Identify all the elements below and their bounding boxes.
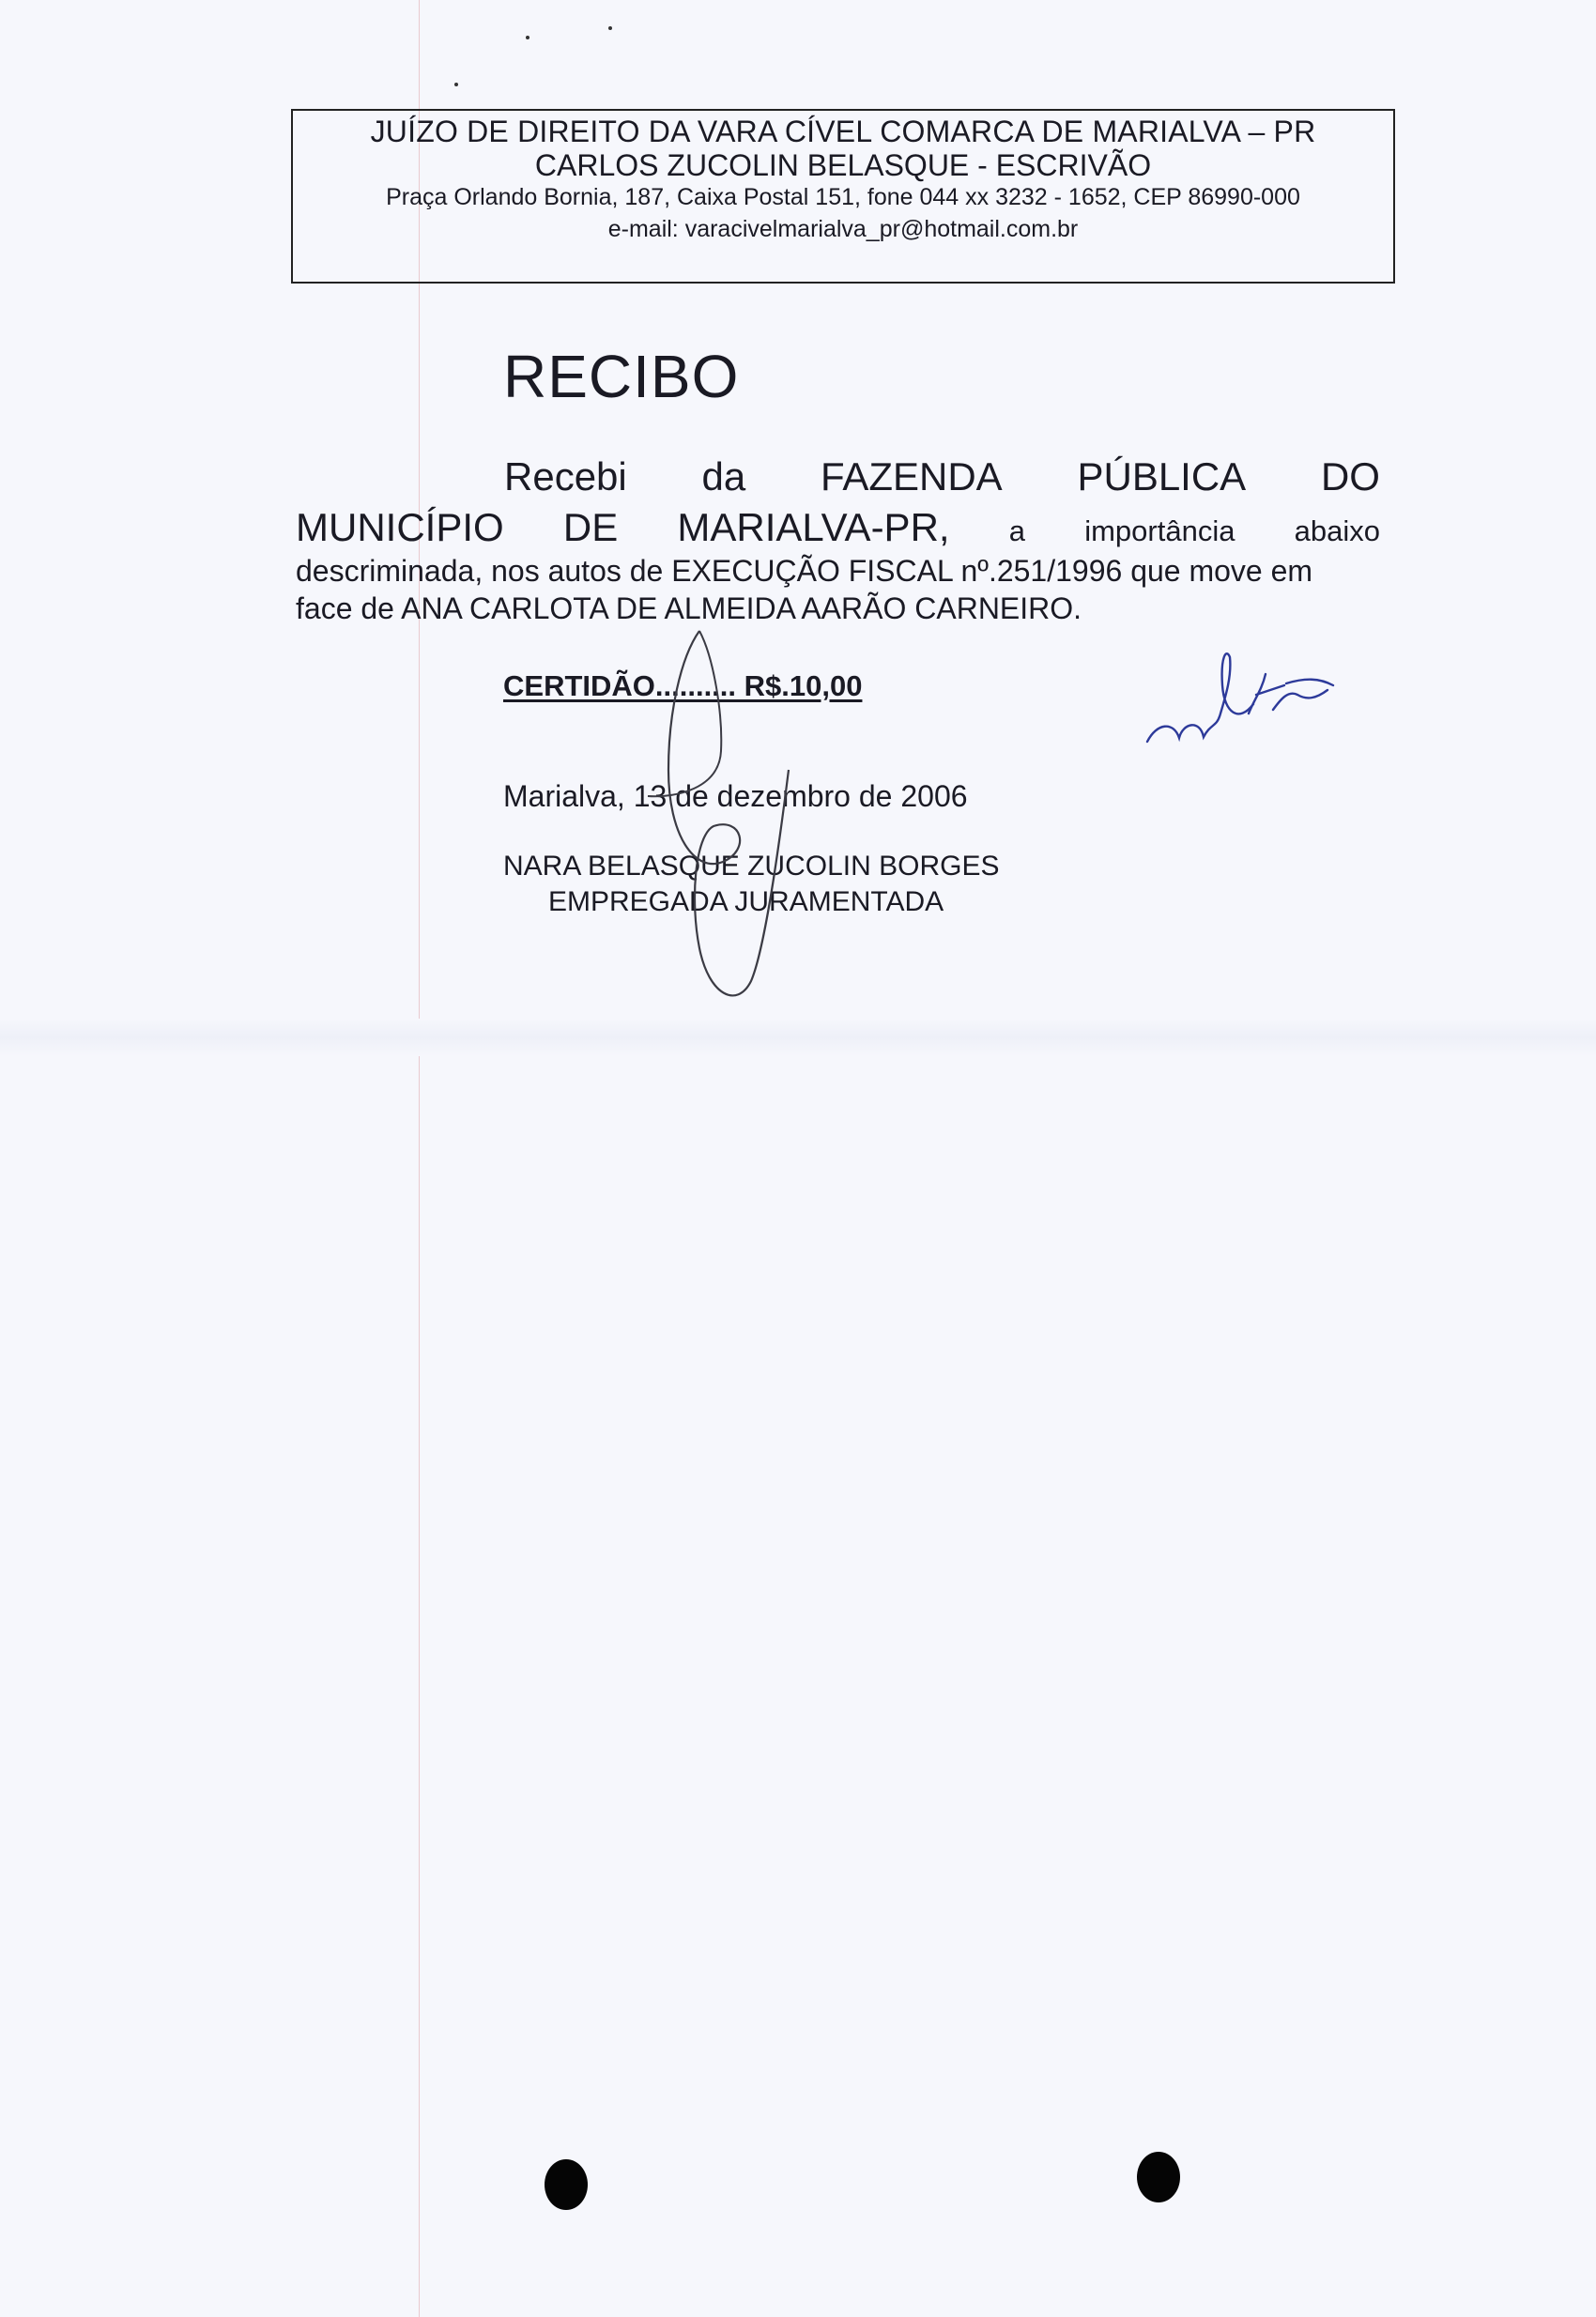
paper-speck: [608, 26, 612, 30]
body-word: MUNICÍPIO: [296, 505, 504, 549]
body-line-4: face de ANA CARLOTA DE ALMEIDA AARÃO CARNEIRO.: [296, 591, 1082, 625]
body-word: importância: [1084, 514, 1235, 547]
court-address: Praça Orlando Bornia, 187, Caixa Postal 151, fone 044 xx 3232 - 1652, CEP 86990-000: [386, 184, 1300, 210]
punch-hole-left: [545, 2159, 588, 2210]
court-email: e-mail: varacivelmarialva_pr@hotmail.com.br: [607, 216, 1079, 242]
court-name: JUÍZO DE DIREITO DA VARA CÍVEL COMARCA DE MARIALVA – PR: [370, 115, 1316, 148]
date-line: Marialva, 13 de dezembro de 2006: [503, 779, 968, 813]
body-word: Recebi: [504, 454, 627, 499]
punch-hole-right: [1137, 2152, 1180, 2202]
court-header: [291, 109, 1395, 284]
body-line-1: [504, 454, 1380, 499]
margin-line: [419, 0, 420, 2317]
signer-name: NARA BELASQUE ZUCOLIN BORGES: [503, 851, 1000, 882]
paper-fold: [0, 1019, 1596, 1056]
signer-role: EMPREGADA JURAMENTADA: [548, 886, 944, 917]
body-word: PÚBLICA: [1077, 454, 1247, 499]
paper-speck: [526, 36, 529, 39]
body-word: da: [701, 454, 746, 499]
body-line-3: descriminada, nos autos de EXECUÇÃO FISCAL nº.251/1996 que move em: [296, 554, 1313, 588]
body-word: MARIALVA-PR,: [677, 505, 950, 549]
body-word: a: [1008, 514, 1026, 547]
clerk-name: CARLOS ZUCOLIN BELASQUE - ESCRIVÃO: [534, 148, 1152, 182]
body-word: abaixo: [1294, 514, 1380, 547]
body-word: DO: [1320, 454, 1380, 499]
body-line-2: [296, 505, 1380, 550]
paper-speck: [454, 83, 458, 86]
page-title: RECIBO: [503, 343, 740, 410]
fee-line: CERTIDÃO.......... R$.10,00: [503, 669, 863, 702]
ink-signature: [1147, 653, 1333, 742]
pencil-signature-stroke: [648, 631, 721, 796]
body-word: FAZENDA: [821, 454, 1003, 499]
body-word: DE: [562, 505, 619, 549]
